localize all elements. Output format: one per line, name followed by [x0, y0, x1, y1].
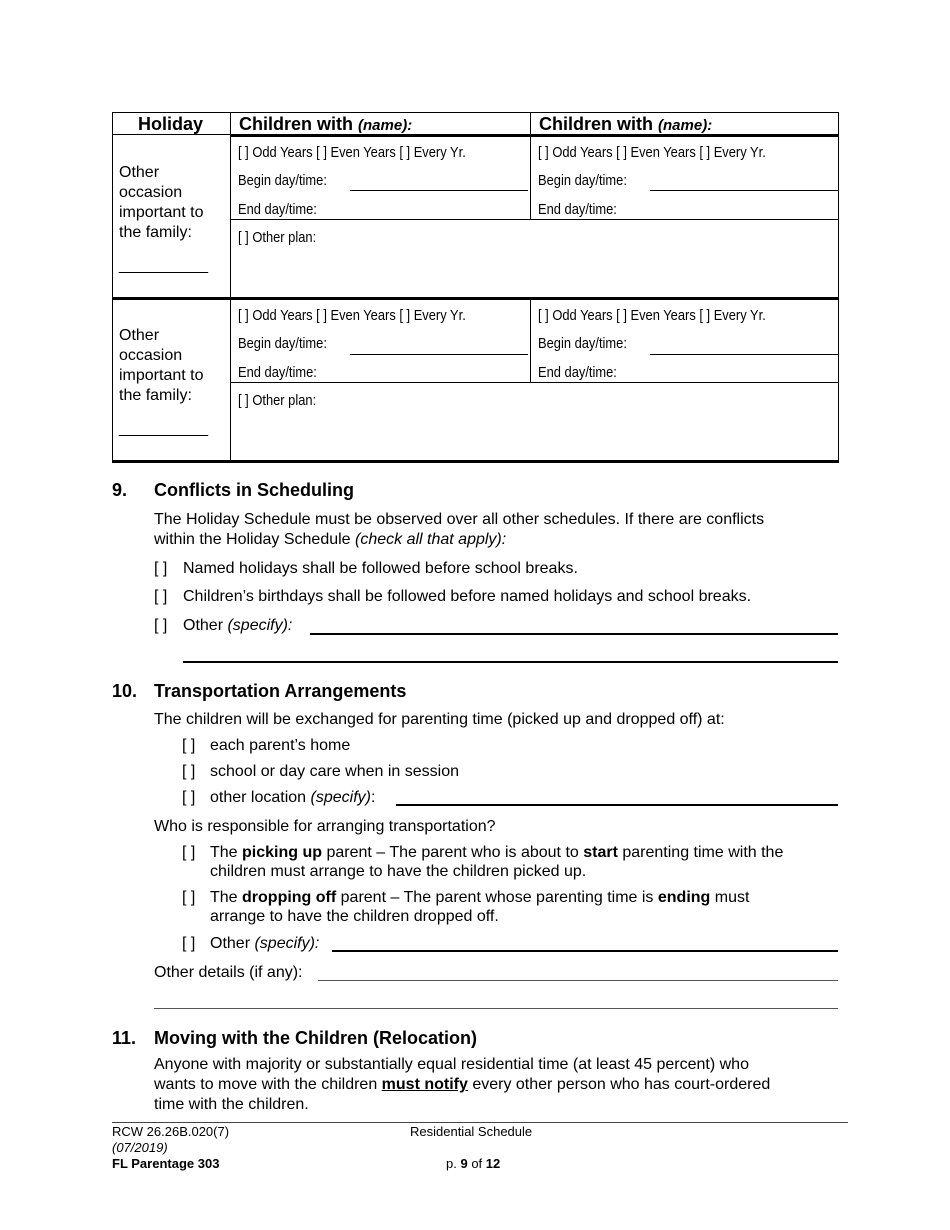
- years-options[interactable]: [ ] Odd Years [ ] Even Years [ ] Every Yr.: [238, 144, 466, 161]
- section-text: time with the children.: [154, 1096, 309, 1113]
- specify-line[interactable]: [183, 661, 838, 663]
- checkbox[interactable]: [ ]: [182, 935, 196, 952]
- occasion-label: Other occasion important to the family:: [119, 164, 204, 241]
- option-label: Named holidays shall be followed before school breaks.: [183, 560, 578, 577]
- footer-date: (07/2019): [112, 1140, 168, 1155]
- end-label: End day/time:: [538, 364, 617, 381]
- section-intro: The Holiday Schedule must be observed over all other schedules. If there are conflicts: [154, 511, 765, 528]
- years-options[interactable]: [ ] Odd Years [ ] Even Years [ ] Every Yr.: [538, 144, 766, 161]
- section-intro: within the Holiday Schedule (check all that apply):: [154, 531, 507, 548]
- end-label: End day/time:: [238, 201, 317, 218]
- option-label: children must arrange to have the children picked up.: [210, 863, 587, 880]
- option-label: arrange to have the children dropped off.: [210, 908, 499, 925]
- footer-rcw: RCW 26.26B.020(7): [112, 1124, 230, 1139]
- occasion-blank[interactable]: __________: [119, 420, 208, 437]
- checkbox[interactable]: [ ]: [182, 789, 196, 806]
- details-label: Other details (if any):: [154, 964, 303, 981]
- occasion-label: Other occasion important to the family:: [119, 327, 204, 404]
- specify-line[interactable]: [332, 950, 838, 952]
- section-text: wants to move with the children must notify every other person who has court-ordered: [154, 1076, 771, 1093]
- option-label: The dropping off parent – The parent whose parenting time is ending must: [210, 889, 750, 906]
- other-plan-option[interactable]: [ ] Other plan:: [238, 229, 317, 246]
- name-hint: (name):: [358, 117, 413, 134]
- other-plan-option[interactable]: [ ] Other plan:: [238, 392, 317, 409]
- option-label: The picking up parent – The parent who is about to start parenting time with the: [210, 844, 784, 861]
- section-title: Conflicts in Scheduling: [154, 480, 355, 500]
- name-hint: (name):: [658, 117, 713, 134]
- details-line[interactable]: [318, 980, 838, 981]
- section-number: 9.: [112, 480, 128, 500]
- section-number: 10.: [112, 681, 138, 701]
- checkbox[interactable]: [ ]: [182, 737, 196, 754]
- checkbox[interactable]: [ ]: [182, 889, 196, 906]
- end-label: End day/time:: [538, 201, 617, 218]
- checkbox[interactable]: [ ]: [154, 588, 168, 605]
- footer-page-number: p. 9 of 12: [446, 1156, 501, 1171]
- children-with-header-2: Children with (name):: [539, 114, 713, 134]
- details-line[interactable]: [154, 1008, 838, 1009]
- specify-line[interactable]: [310, 633, 838, 635]
- specify-line[interactable]: [396, 804, 838, 806]
- section-intro: The children will be exchanged for parenting time (picked up and dropped off) at:: [154, 711, 725, 728]
- option-label: each parent’s home: [210, 737, 351, 754]
- option-label: Other (specify):: [183, 617, 293, 634]
- occasion-blank[interactable]: __________: [119, 257, 208, 274]
- option-label: Other (specify):: [210, 935, 320, 952]
- begin-label: Begin day/time:: [538, 335, 627, 352]
- option-label: other location (specify):: [210, 789, 376, 806]
- years-options[interactable]: [ ] Odd Years [ ] Even Years [ ] Every Yr.: [538, 307, 766, 324]
- footer-form: FL Parentage 303: [112, 1156, 220, 1171]
- option-label: Children’s birthdays shall be followed before named holidays and school breaks.: [183, 588, 752, 605]
- begin-label: Begin day/time:: [238, 172, 327, 189]
- section-number: 11.: [112, 1028, 137, 1048]
- section-title: Moving with the Children (Relocation): [154, 1028, 477, 1048]
- checkbox[interactable]: [ ]: [154, 617, 168, 634]
- children-with-header-1: Children with (name):: [239, 114, 413, 134]
- option-label: school or day care when in session: [210, 763, 460, 780]
- checkbox[interactable]: [ ]: [182, 844, 196, 861]
- begin-label: Begin day/time:: [238, 335, 327, 352]
- holiday-column-header: Holiday: [138, 114, 204, 134]
- checkbox[interactable]: [ ]: [182, 763, 196, 780]
- checkbox[interactable]: [ ]: [154, 560, 168, 577]
- section-title: Transportation Arrangements: [154, 681, 407, 701]
- question: Who is responsible for arranging transportation?: [154, 818, 496, 835]
- begin-label: Begin day/time:: [538, 172, 627, 189]
- end-label: End day/time:: [238, 364, 317, 381]
- section-text: Anyone with majority or substantially equal residential time (at least 45 percent) who: [154, 1056, 749, 1073]
- years-options[interactable]: [ ] Odd Years [ ] Even Years [ ] Every Yr.: [238, 307, 466, 324]
- footer-title: Residential Schedule: [410, 1124, 533, 1139]
